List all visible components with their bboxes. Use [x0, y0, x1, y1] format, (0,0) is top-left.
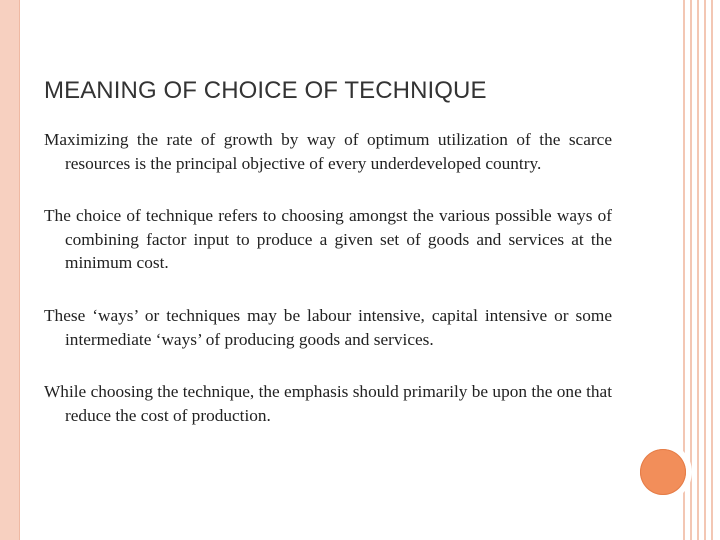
slide-title: MEANING OF CHOICE OF TECHNIQUE — [44, 77, 487, 104]
right-decorative-line — [697, 0, 699, 540]
right-decorative-line — [704, 0, 706, 540]
left-decorative-border — [0, 0, 19, 540]
body-paragraph: While choosing the technique, the emphasis should primarily be upon the one that reduce the cost of production. — [44, 382, 612, 425]
body-paragraph: Maximizing the rate of growth by way of optimum utilization of the scarce resources is the principal objective of every underdeveloped country. — [44, 130, 612, 173]
right-decorative-line — [711, 0, 713, 540]
left-border-line — [19, 0, 20, 540]
slide-body — [44, 128, 612, 456]
right-decorative-line — [690, 0, 692, 540]
body-paragraph: The choice of technique refers to choosing amongst the various possible ways of combining factor input to produce a given set of goods and services at the minimum cost. — [44, 206, 612, 273]
body-paragraph: These ‘ways’ or techniques may be labour intensive, capital intensive or some intermediate ‘ways’ of producing goods and services. — [44, 305, 612, 349]
accent-circle — [640, 449, 686, 495]
